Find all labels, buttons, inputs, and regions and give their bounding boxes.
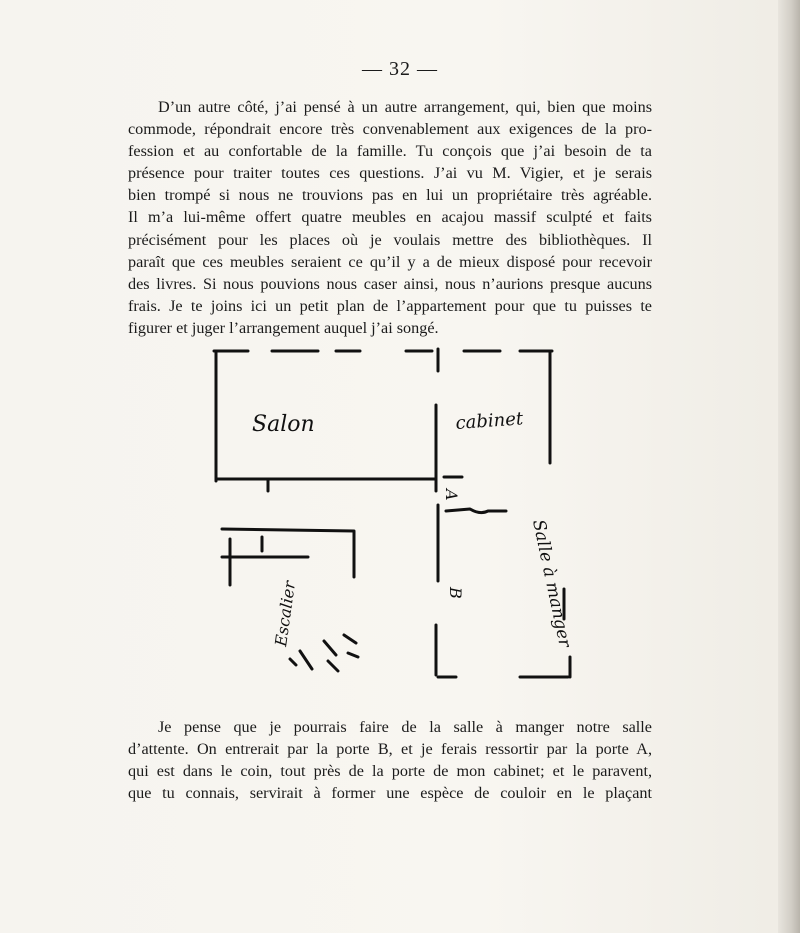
stair-wall	[230, 537, 262, 585]
paragraph-1	[128, 96, 652, 339]
label-door-a: A	[442, 489, 461, 501]
text-line: présence pour traiter toutes ces questions. J’ai vu M. Vigier, et je serais	[128, 164, 652, 183]
page-number: — 32 —	[362, 58, 438, 80]
text-line: fession et au confortable de la famille. Tu conçois que j’ai besoin de ta	[128, 142, 652, 161]
text-line: Je pense que je pourrais faire de la salle à manger notre salle	[158, 718, 652, 736]
stair-steps	[290, 635, 358, 671]
text-line: d’attente. On entrerait par la porte B, et je ferais ressortir par la porte A,	[128, 740, 652, 759]
floor-plan-sketch	[200, 335, 590, 705]
paragraph-2	[128, 716, 652, 804]
label-salon: Salon	[252, 412, 315, 437]
text-line: Il m’a lui-même offert quatre meubles en acajou massif sculpté et faits	[128, 208, 652, 227]
label-escalier: Escalier	[271, 579, 300, 648]
door-a-wall	[446, 509, 506, 513]
salon-cabinet-wall	[436, 349, 438, 491]
dining-left-wall	[436, 505, 438, 675]
apartment-floor-plan	[200, 335, 590, 705]
stair-outline	[222, 529, 354, 577]
label-cabinet: cabinet	[454, 408, 524, 434]
text-line: que tu connais, servirait à former une espèce de couloir en le plaçant	[128, 784, 652, 803]
page-edge-shadow	[778, 0, 800, 933]
text-line: figurer et juger l’arrangement auquel j’ai songé.	[128, 318, 439, 337]
label-salle-a-manger: Salle à manger	[528, 517, 575, 650]
text-line: commode, répondrait encore très convenablement aux exigences de la pro-	[128, 120, 652, 139]
text-line: bien trompé si nous ne trouvions pas en lui un propriétaire très agréable.	[128, 186, 652, 205]
text-line: D’un autre côté, j’ai pensé à un autre arrangement, qui, bien que moins	[158, 98, 652, 116]
text-line: paraît que ces meubles seraient ce qu’il y a de mieux disposé pour recevoir	[128, 252, 652, 271]
text-line: des livres. Si nous pouvions nous caser ainsi, nous n’aurions presque aucuns	[128, 274, 652, 293]
label-door-b: B	[446, 587, 465, 599]
text-line: qui est dans le coin, tout près de la porte de mon cabinet; et le paravent,	[128, 762, 652, 781]
text-line: précisément pour les places où je voulais mettre des bibliothèques. Il	[128, 230, 652, 249]
text-line: frais. Je te joins ici un petit plan de l’appartement pour que tu puisses te	[128, 296, 652, 315]
